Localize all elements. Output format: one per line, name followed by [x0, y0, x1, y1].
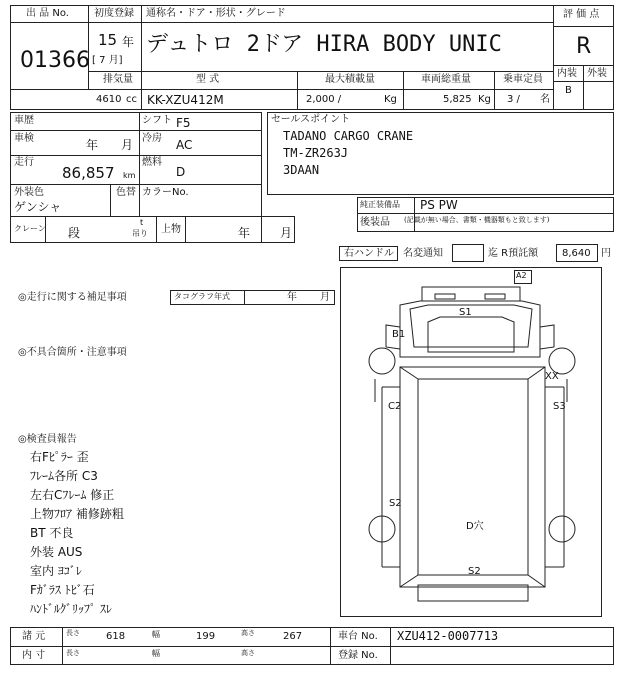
inspector-line: 上物ﾌﾛｱ 補修跡粗: [30, 507, 124, 521]
gross-weight-label: 車両総重量: [421, 74, 471, 85]
interior-width-label: 幅: [152, 649, 160, 658]
max-load: 2,000 /: [306, 94, 342, 105]
sales-points-label: セールスポイント: [271, 114, 351, 125]
crane-lift: 吊り: [132, 229, 148, 238]
max-load-label: 最大積載量: [325, 74, 375, 85]
interior-dims-label: 内 寸: [22, 650, 46, 661]
inspector-report-label: ◎検査員報告: [18, 434, 77, 445]
first-reg-year: 15: [98, 31, 118, 49]
crane-ton: t: [140, 218, 144, 227]
capacity: 3 /: [507, 94, 520, 105]
inspector-line: Fｶﾞﾗｽ ﾄﾋﾞ石: [30, 583, 95, 597]
first-reg-label: 初度登録: [94, 8, 134, 19]
sales-point-line: TADANO CARGO CRANE: [283, 129, 414, 143]
mark-s2-left: S2: [389, 498, 402, 509]
inspection-month: 月: [121, 138, 134, 152]
fuel-label: 燃料: [142, 157, 162, 168]
capacity-unit: 名: [540, 94, 550, 105]
inspector-line: 外装 AUS: [30, 545, 83, 559]
lot-no: 01366: [20, 48, 90, 73]
color-code-label: カラーNo.: [142, 187, 189, 198]
genuine-equipment: PS PW: [420, 198, 458, 212]
first-reg-year-unit: 年: [122, 35, 135, 49]
defect-notes-label: ◎不具合箇所・注意事項: [18, 347, 127, 358]
fuel-value: D: [176, 165, 186, 179]
color-change-label: 色替: [116, 187, 136, 198]
mark-s1: S1: [459, 307, 472, 318]
aftermarket-note: (記載が無い場合、書類・機器類もと致します): [404, 216, 550, 224]
mark-xx: XX: [545, 371, 559, 382]
drive-notes-label: ◎走行に関する補足事項: [18, 292, 127, 303]
displacement: 4610: [96, 94, 122, 105]
chassis-no-label: 車台 No.: [338, 631, 378, 642]
mileage-label: 走行: [14, 157, 34, 168]
inspection-year: 年: [86, 138, 99, 152]
capacity-label: 乗車定員: [503, 74, 543, 85]
mark-s3: S3: [553, 401, 566, 412]
ac-label: 冷房: [142, 133, 162, 144]
history-label: 車歴: [14, 115, 34, 126]
model-label: 型 式: [196, 74, 220, 85]
tachograph-label: タコグラフ年式: [174, 292, 230, 301]
sales-point-line: 3DAAN: [283, 163, 320, 177]
truck-outline-svg: [340, 267, 602, 617]
lot-no-label: 出 品 No.: [26, 8, 69, 19]
displacement-unit: cc: [126, 94, 137, 105]
inspector-line: 右Fﾋﾟﾗｰ 歪: [30, 450, 89, 464]
aftermarket-label: 後装品: [360, 217, 390, 228]
chassis-no: XZU412-0007713: [397, 629, 499, 643]
interior-grade: B: [565, 85, 572, 96]
recycle-label: 迄 R預託額: [488, 248, 539, 259]
width-value: 199: [196, 631, 216, 642]
exterior-grade-label: 外装: [587, 68, 607, 79]
crane-stage: 段: [68, 226, 81, 240]
height-label: 高さ: [241, 629, 255, 637]
interior-grade-label: 内装: [557, 68, 577, 79]
inspector-line: 左右Cﾌﾚｰﾑ 修正: [30, 488, 115, 502]
sales-point-line: TM-ZR263J: [283, 146, 349, 160]
eval-score: R: [576, 34, 592, 59]
gross-weight-unit: Kg: [478, 94, 491, 105]
gross-weight: 5,825: [443, 94, 472, 105]
tachograph-month: 月: [320, 292, 330, 303]
displacement-label: 排気量: [103, 74, 133, 85]
vehicle-name-label: 通称名・ドア・形状・グレード: [146, 8, 286, 19]
color-label: 外装色: [14, 187, 44, 198]
color-value: ゲンシャ: [14, 200, 62, 214]
mark-b1: B1: [392, 329, 406, 340]
first-reg-month: [ 7 月]: [92, 55, 123, 66]
dims-label: 諸 元: [22, 631, 46, 642]
length-label: 長さ: [66, 629, 80, 637]
mark-s2-bottom: S2: [468, 566, 481, 577]
registration-no-label: 登録 No.: [338, 650, 378, 661]
interior-height-label: 高さ: [241, 649, 255, 657]
height-value: 267: [283, 631, 303, 642]
inspector-line: BT 不良: [30, 526, 74, 540]
mark-c2: C2: [388, 401, 402, 412]
vehicle-name: デュトロ 2ドア HIRA BODY UNIC: [146, 32, 502, 57]
crane-label: クレーン: [14, 224, 46, 233]
eval-label: 評 価 点: [563, 9, 600, 20]
upper-label: 上物: [161, 224, 181, 235]
inspector-line: ﾌﾚｰﾑ各所 C3: [30, 469, 98, 483]
rhd-label: 右ハンドル: [344, 248, 394, 259]
inspector-line: 室内 ﾖｺﾞﾚ: [30, 564, 82, 578]
width-label: 幅: [152, 630, 160, 639]
ac-value: AC: [176, 138, 193, 152]
name-change-label: 名変通知: [403, 248, 443, 259]
upper-year: 年: [238, 226, 251, 240]
details-block: [10, 112, 262, 243]
mark-a2: A2: [516, 271, 527, 280]
recycle-unit: 円: [601, 248, 611, 259]
mileage-value: 86,857: [62, 164, 115, 182]
recycle-value: 8,640: [562, 248, 591, 259]
mileage-unit: km: [123, 171, 136, 180]
inspector-line: ﾊﾝﾄﾞﾙｸﾞﾘｯﾌﾟ ｽﾚ: [30, 602, 112, 616]
length-value: 618: [106, 631, 126, 642]
shift-label: シフト: [142, 115, 172, 126]
genuine-equipment-label: 純正装備品: [360, 200, 400, 209]
shift-value: F5: [176, 116, 191, 130]
max-load-unit: Kg: [384, 94, 397, 105]
mark-d-hole: D穴: [466, 521, 484, 532]
inspection-label: 車検: [14, 133, 34, 144]
upper-month: 月: [280, 226, 293, 240]
model-code: KK-XZU412M: [147, 93, 224, 107]
interior-length-label: 長さ: [66, 649, 80, 657]
tachograph-year: 年: [287, 292, 297, 303]
